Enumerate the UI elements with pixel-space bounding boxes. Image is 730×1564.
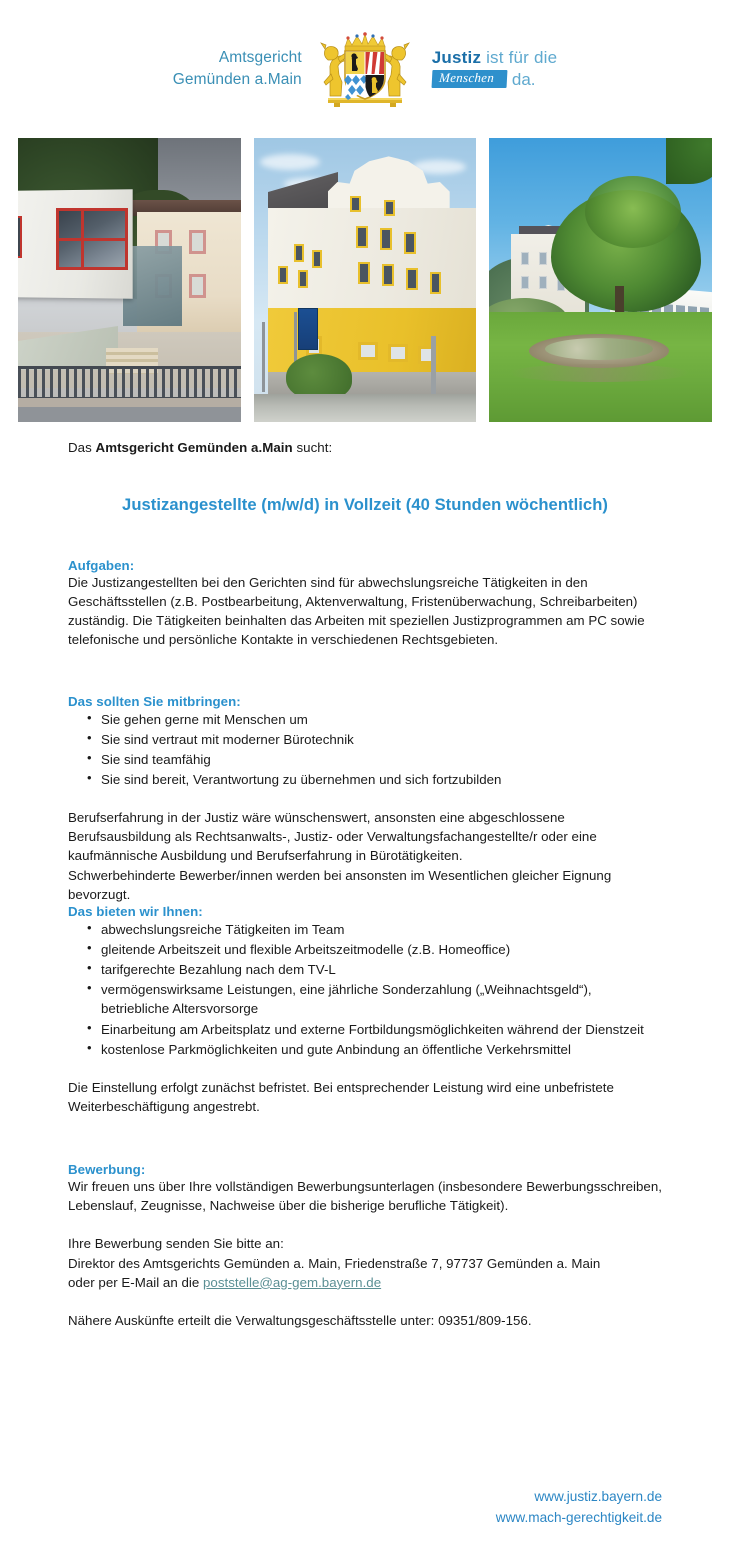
intro-court-name: Amtsgericht Gemünden a.Main xyxy=(95,440,293,455)
bewerbung-heading: Bewerbung: xyxy=(68,1162,146,1178)
section-bewerbung xyxy=(68,1162,662,1330)
berufserfahrung-paragraph: Berufserfahrung in der Justiz wäre wünschenswert, ansonsten eine abgeschlossene Berufsausbildung als Rechtsanwalts-, Justiz- oder Verwaltungsfachangestellte/r oder eine kaufmännische Ausbildung und Berufserfahrung in Bürotätigkeiten. xyxy=(68,810,597,864)
intro-line xyxy=(68,440,662,455)
bewerbung-paragraph: Wir freuen uns über Ihre vollständigen Bewerbungsunterlagen (insbesondere Bewerbungsschreiben, Lebenslauf, Zeugnisse, Nachweise über die bisherige berufliche Tätigkeit). xyxy=(68,1179,662,1214)
building-sign xyxy=(298,308,318,350)
send-to-label: Ihre Bewerbung senden Sie bitte an: xyxy=(68,1236,284,1252)
list-item: • Sie sind bereit, Verantwortung zu übernehmen und sich fortzubilden xyxy=(89,770,662,789)
justiz-logo-line1 xyxy=(432,48,558,67)
intro-suffix: sucht: xyxy=(292,440,333,455)
ist-fuer-die-text: ist für die xyxy=(481,48,558,68)
photo-garden-view xyxy=(489,138,712,422)
photo-gallery xyxy=(0,110,730,400)
list-item: • abwechslungsreiche Tätigkeiten im Team xyxy=(89,920,662,939)
court-name-line2: Gemünden a.Main xyxy=(172,70,302,88)
footer-links xyxy=(496,1487,662,1528)
aufgaben-paragraph: Die Justizangestellten bei den Gerichten sind für abwechslungsreiche Tätigkeiten in den Geschäftsstellen (z.B. Postbearbeitung, Aktenverwaltung, Fristenüberwachung, Schreibarbeiten) zuständig. Die Tätigkeiten beinhalten das Arbeiten mit speziellen Justizprogrammen am PC sowie telefonische und persönliche Kontakte in verschiedenen Rechtsgebieten. xyxy=(68,575,645,648)
phone-info: Nähere Auskünfte erteilt die Verwaltungsgeschäftsstelle unter: 09351/809-156. xyxy=(68,1312,532,1328)
email-prefix: oder per E-Mail an die xyxy=(68,1274,203,1290)
email-link[interactable]: poststelle@ag-gem.bayern.de xyxy=(202,1274,382,1290)
justiz-logo xyxy=(416,48,558,88)
list-item: • tarifgerechte Bezahlung nach dem TV-L xyxy=(89,960,662,979)
list-item: • Sie sind teamfähig xyxy=(89,750,662,769)
photo-historic-courthouse xyxy=(254,138,477,422)
footer-url-justiz[interactable]: www.justiz.bayern.de xyxy=(534,1489,662,1505)
bieten-list xyxy=(68,920,662,1059)
photo-modern-annex xyxy=(18,138,241,422)
mitbringen-list xyxy=(68,710,662,790)
job-title: Justizangestellte (m/w/d) in Vollzeit (40 Stunden wöchentlich) xyxy=(122,495,608,514)
list-item: • Einarbeitung am Arbeitsplatz und externe Fortbildungsmöglichkeiten während der Dienstzeit xyxy=(89,1020,662,1039)
justiz-word: Justiz xyxy=(431,48,482,68)
list-item: • kostenlose Parkmöglichkeiten und gute Anbindung an öffentliche Verkehrsmittel xyxy=(89,1040,662,1059)
einstellung-paragraph: Die Einstellung erfolgt zunächst befristet. Bei entsprechender Leistung wird eine unbefristete Weiterbeschäftigung angestrebt. xyxy=(68,1079,614,1114)
document-content xyxy=(0,440,730,1330)
mitbringen-heading: Das sollten Sie mitbringen: xyxy=(68,693,241,709)
list-item: • vermögenswirksame Leistungen, eine jährliche Sonderzahlung („Weihnachtsgeld“), betriebliche Altersvorsorge xyxy=(89,980,662,1018)
section-bieten xyxy=(68,904,662,1116)
section-aufgaben xyxy=(68,558,662,650)
schwerbehinderte-paragraph: Schwerbehinderte Bewerber/innen werden bei ansonsten im Wesentlichen gleicher Eignung bevorzugt. xyxy=(68,867,612,902)
justiz-logo-line2 xyxy=(432,70,558,89)
bavarian-coat-of-arms-icon xyxy=(314,30,416,108)
court-name-line1: Amtsgericht xyxy=(218,48,302,66)
page-header xyxy=(0,0,730,110)
section-mitbringen xyxy=(68,694,662,904)
email-line xyxy=(68,1273,662,1292)
intro-prefix: Das xyxy=(68,440,96,455)
da-text: da. xyxy=(511,69,536,89)
list-item: • gleitende Arbeitszeit und flexible Arbeitszeitmodelle (z.B. Homeoffice) xyxy=(89,940,662,959)
list-item: • Sie gehen gerne mit Menschen um xyxy=(89,710,662,729)
menschen-badge: Menschen xyxy=(431,70,507,88)
list-item: • Sie sind vertraut mit moderner Bürotechnik xyxy=(89,730,662,749)
footer-url-mach-gerechtigkeit[interactable]: www.mach-gerechtigkeit.de xyxy=(495,1509,662,1525)
postal-address: Direktor des Amtsgerichts Gemünden a. Main, Friedenstraße 7, 97737 Gemünden a. Main xyxy=(68,1255,601,1271)
bieten-heading: Das bieten wir Ihnen: xyxy=(68,903,203,919)
aufgaben-heading: Aufgaben: xyxy=(68,558,135,573)
court-name xyxy=(173,47,314,91)
